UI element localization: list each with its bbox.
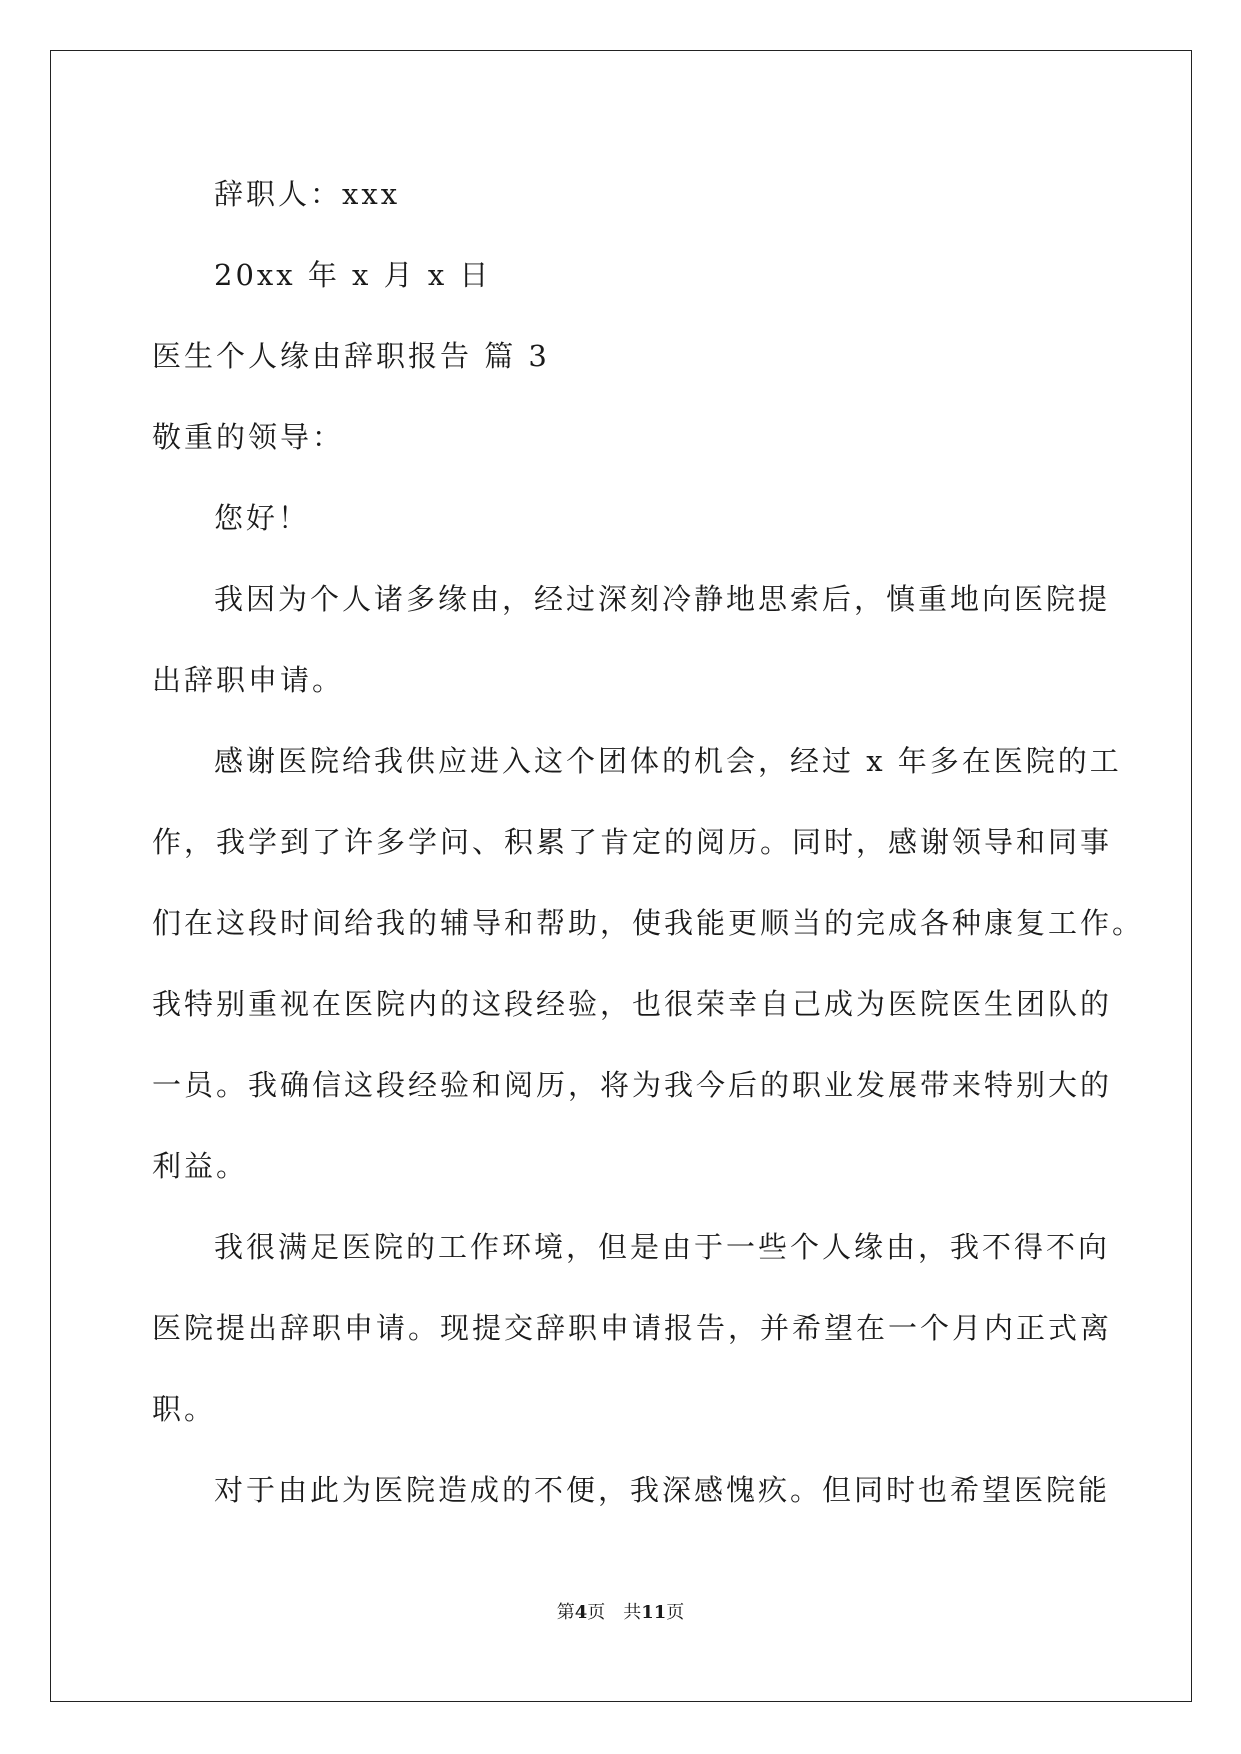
body-line: 利益。 <box>152 1149 249 1183</box>
footer-total-prefix: 共 <box>623 1602 642 1623</box>
body-line: 一员。我确信这段经验和阅历，将为我今后的职业发展带来特别大的 <box>152 1068 1113 1102</box>
body-line: 出辞职申请。 <box>152 663 345 697</box>
page-border <box>50 50 1192 1702</box>
date-line: 20xx 年 x 月 x 日 <box>214 258 492 292</box>
body-line: 我特别重视在医院内的这段经验，也很荣幸自己成为医院医生团队的 <box>152 987 1113 1021</box>
footer-page-number: 4 <box>574 1602 588 1623</box>
body-line: 医院提出辞职申请。现提交辞职申请报告，并希望在一个月内正式离 <box>152 1311 1113 1345</box>
body-line: 感谢医院给我供应进入这个团体的机会，经过 x 年多在医院的工 <box>214 744 1122 778</box>
body-line: 我很满足医院的工作环境，但是由于一些个人缘由，我不得不向 <box>214 1230 1111 1264</box>
footer-total-pages: 11 <box>641 1602 667 1623</box>
footer-page-prefix: 第 <box>556 1602 575 1623</box>
greeting: 您好！ <box>214 501 311 535</box>
body-line: 职。 <box>152 1392 217 1426</box>
footer-total-suffix: 页 <box>666 1602 685 1623</box>
body-line: 对于由此为医院造成的不便，我深感愧疚。但同时也希望医院能 <box>214 1473 1111 1507</box>
body-line: 我因为个人诸多缘由，经过深刻冷静地思索后，慎重地向医院提 <box>214 582 1111 616</box>
body-line: 们在这段时间给我的辅导和帮助，使我能更顺当的完成各种康复工作。 <box>152 906 1145 940</box>
section-heading: 医生个人缘由辞职报告 篇 3 <box>152 339 550 373</box>
salutation: 敬重的领导： <box>152 420 345 454</box>
body-line: 作，我学到了许多学问、积累了肯定的阅历。同时，感谢领导和同事 <box>152 825 1113 859</box>
signer-line: 辞职人：xxx <box>214 177 401 211</box>
footer-page-suffix: 页 <box>587 1602 606 1623</box>
page-footer <box>0 1602 1241 1624</box>
